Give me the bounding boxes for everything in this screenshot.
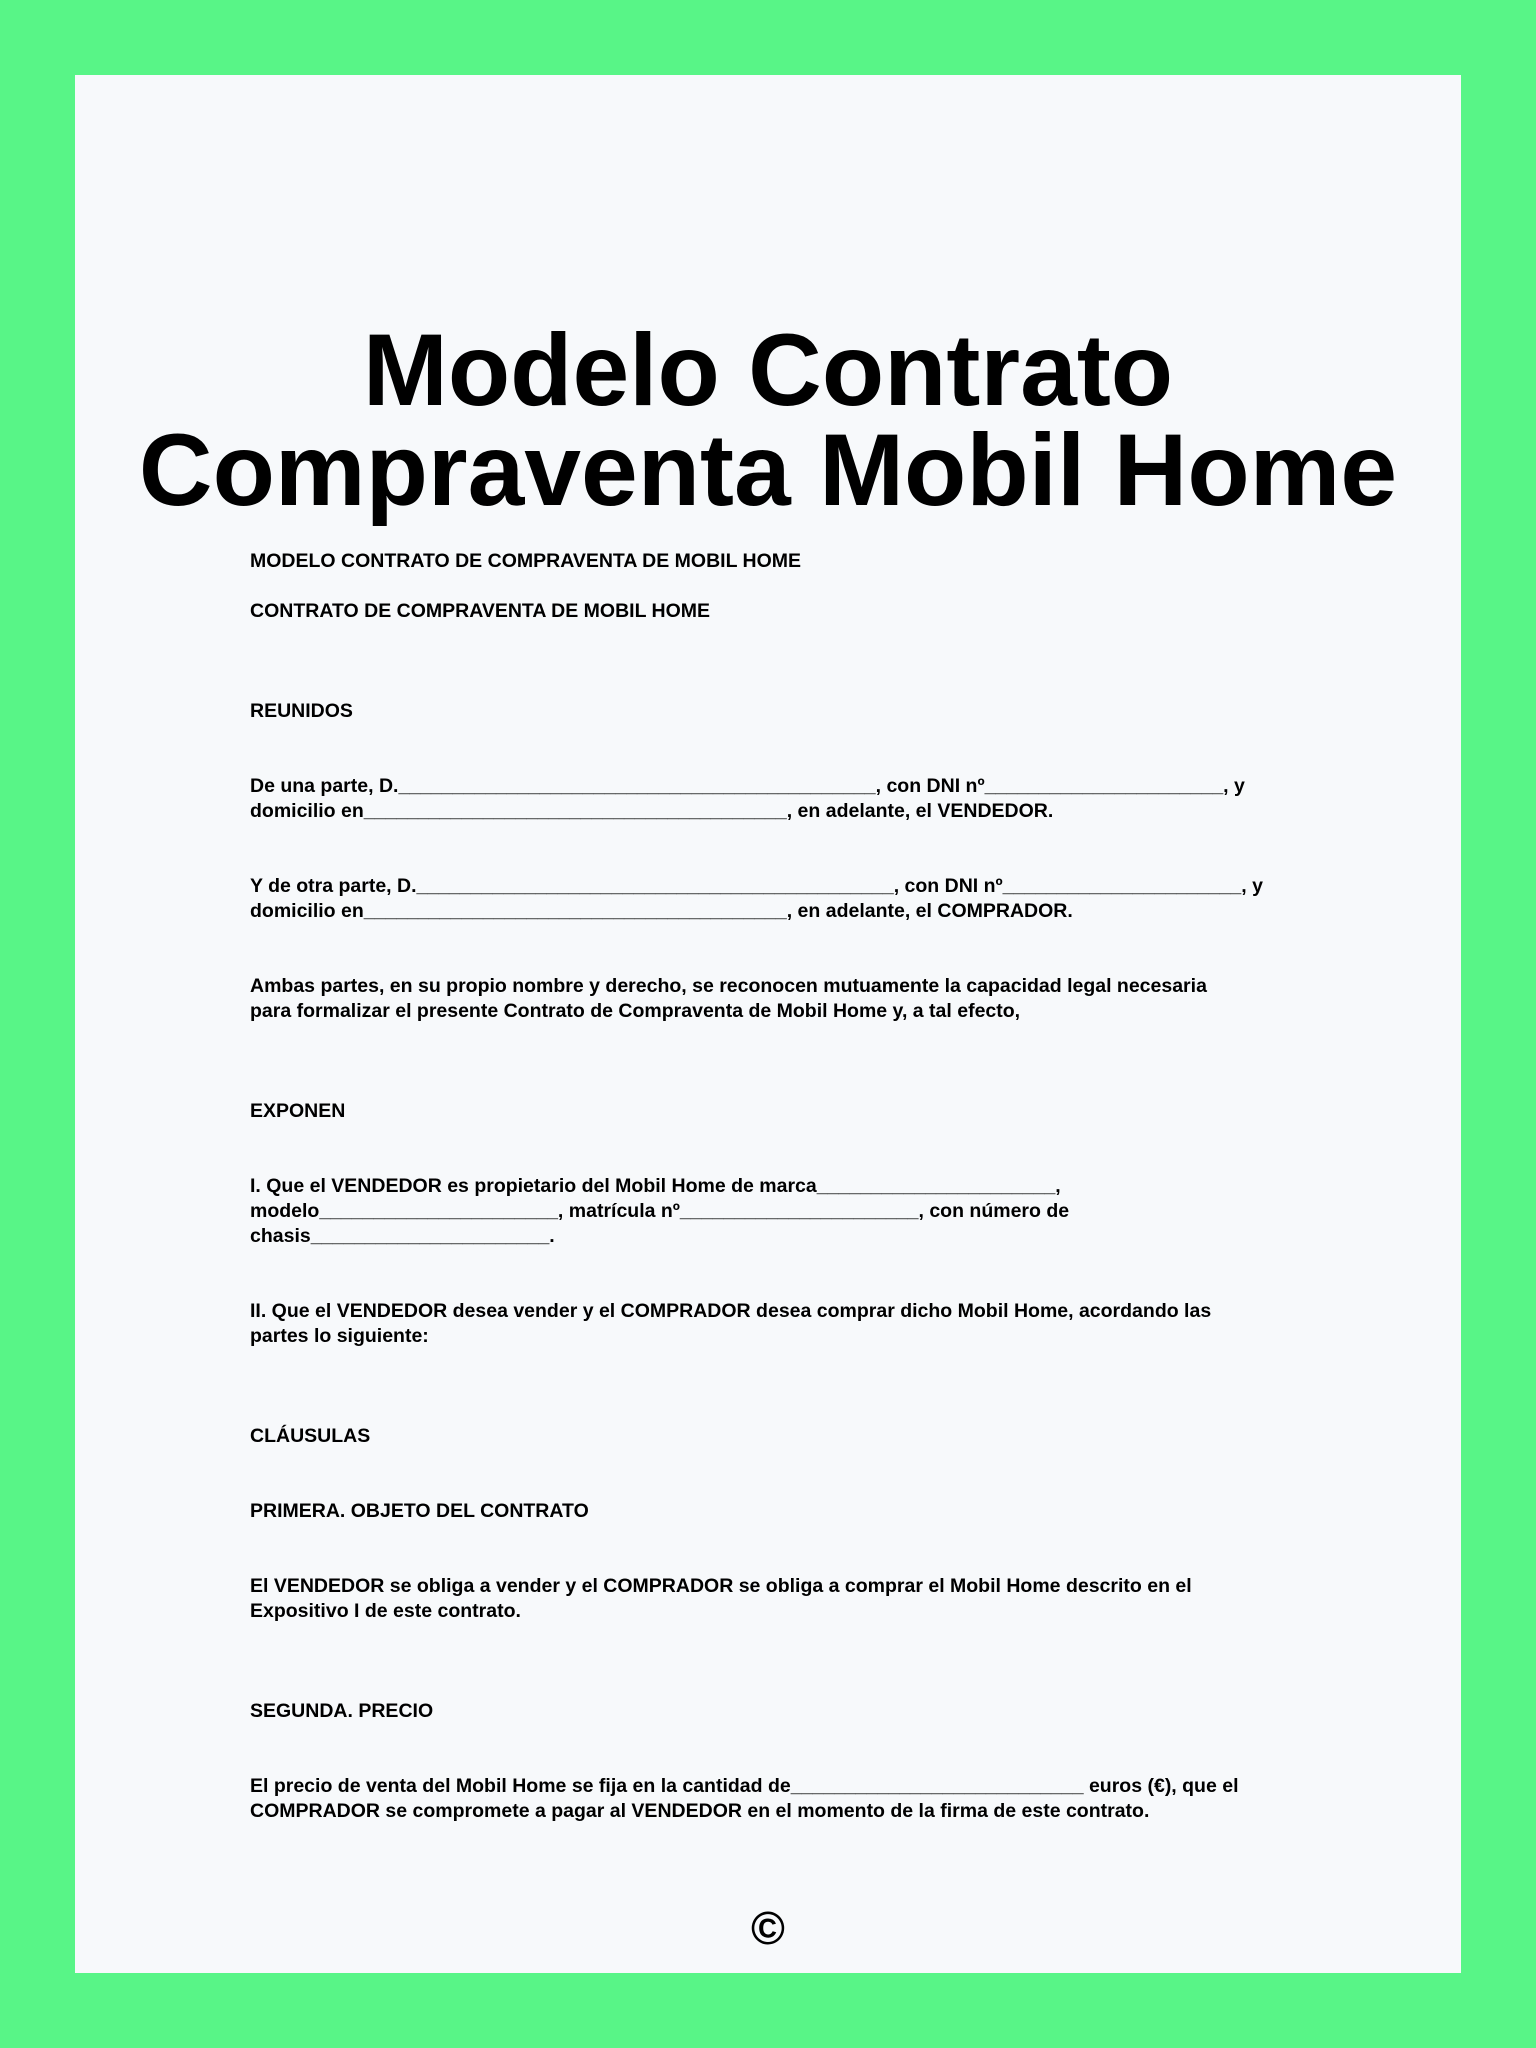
paragraph-exposition-2: II. Que el VENDEDOR desea vender y el COMPRADOR desea comprar dicho Mobil Home, acordando las partes lo siguiente: bbox=[250, 1300, 1212, 1347]
doc-heading-model: MODELO CONTRATO DE COMPRAVENTA DE MOBIL HOME bbox=[250, 550, 802, 572]
copyright-icon: © bbox=[751, 1902, 785, 1954]
paragraph-seller: De una parte, D.____________________________________________, con DNI nº______________________, y domicilio en_______________________________________, en adelante, el VENDEDOR. bbox=[250, 775, 1245, 822]
document-title bbox=[75, 313, 1461, 527]
paragraph-exposition-1: I. Que el VENDEDOR es propietario del Mobil Home de marca______________________, modelo______________________, matrícula nº______________________, con número de chasis______________________. bbox=[250, 1175, 1070, 1247]
section-heading-reunidos: REUNIDOS bbox=[250, 700, 353, 722]
document-page bbox=[75, 75, 1461, 1973]
paragraph-buyer: Y de otra parte, D.____________________________________________, con DNI nº______________________, y domicilio en_______________________________________, en adelante, el COMPRADOR. bbox=[250, 875, 1263, 922]
clause-heading-primera: PRIMERA. OBJETO DEL CONTRATO bbox=[250, 1500, 589, 1522]
doc-heading-contract: CONTRATO DE COMPRAVENTA DE MOBIL HOME bbox=[250, 600, 711, 622]
section-heading-clausulas: CLÁUSULAS bbox=[250, 1425, 371, 1447]
section-heading-exponen: EXPONEN bbox=[250, 1100, 346, 1122]
title-line-1: Modelo Contrato bbox=[362, 313, 1174, 427]
clause-text-primera: El VENDEDOR se obliga a vender y el COMPRADOR se obliga a comprar el Mobil Home descrito en el Expositivo I de este contrato. bbox=[250, 1575, 1192, 1622]
clause-heading-segunda: SEGUNDA. PRECIO bbox=[250, 1700, 434, 1722]
title-line-2: Compraventa Mobil Home bbox=[138, 413, 1398, 527]
paragraph-capacity: Ambas partes, en su propio nombre y derecho, se reconocen mutuamente la capacidad legal necesaria para formalizar el presente Contrato de Compraventa de Mobil Home y, a tal efecto, bbox=[250, 975, 1207, 1022]
clause-text-segunda: El precio de venta del Mobil Home se fija en la cantidad de___________________________ euros (€), que el COMPRADOR se compromete a pagar al VENDEDOR en el momento de la firma de este contrato. bbox=[250, 1775, 1239, 1822]
